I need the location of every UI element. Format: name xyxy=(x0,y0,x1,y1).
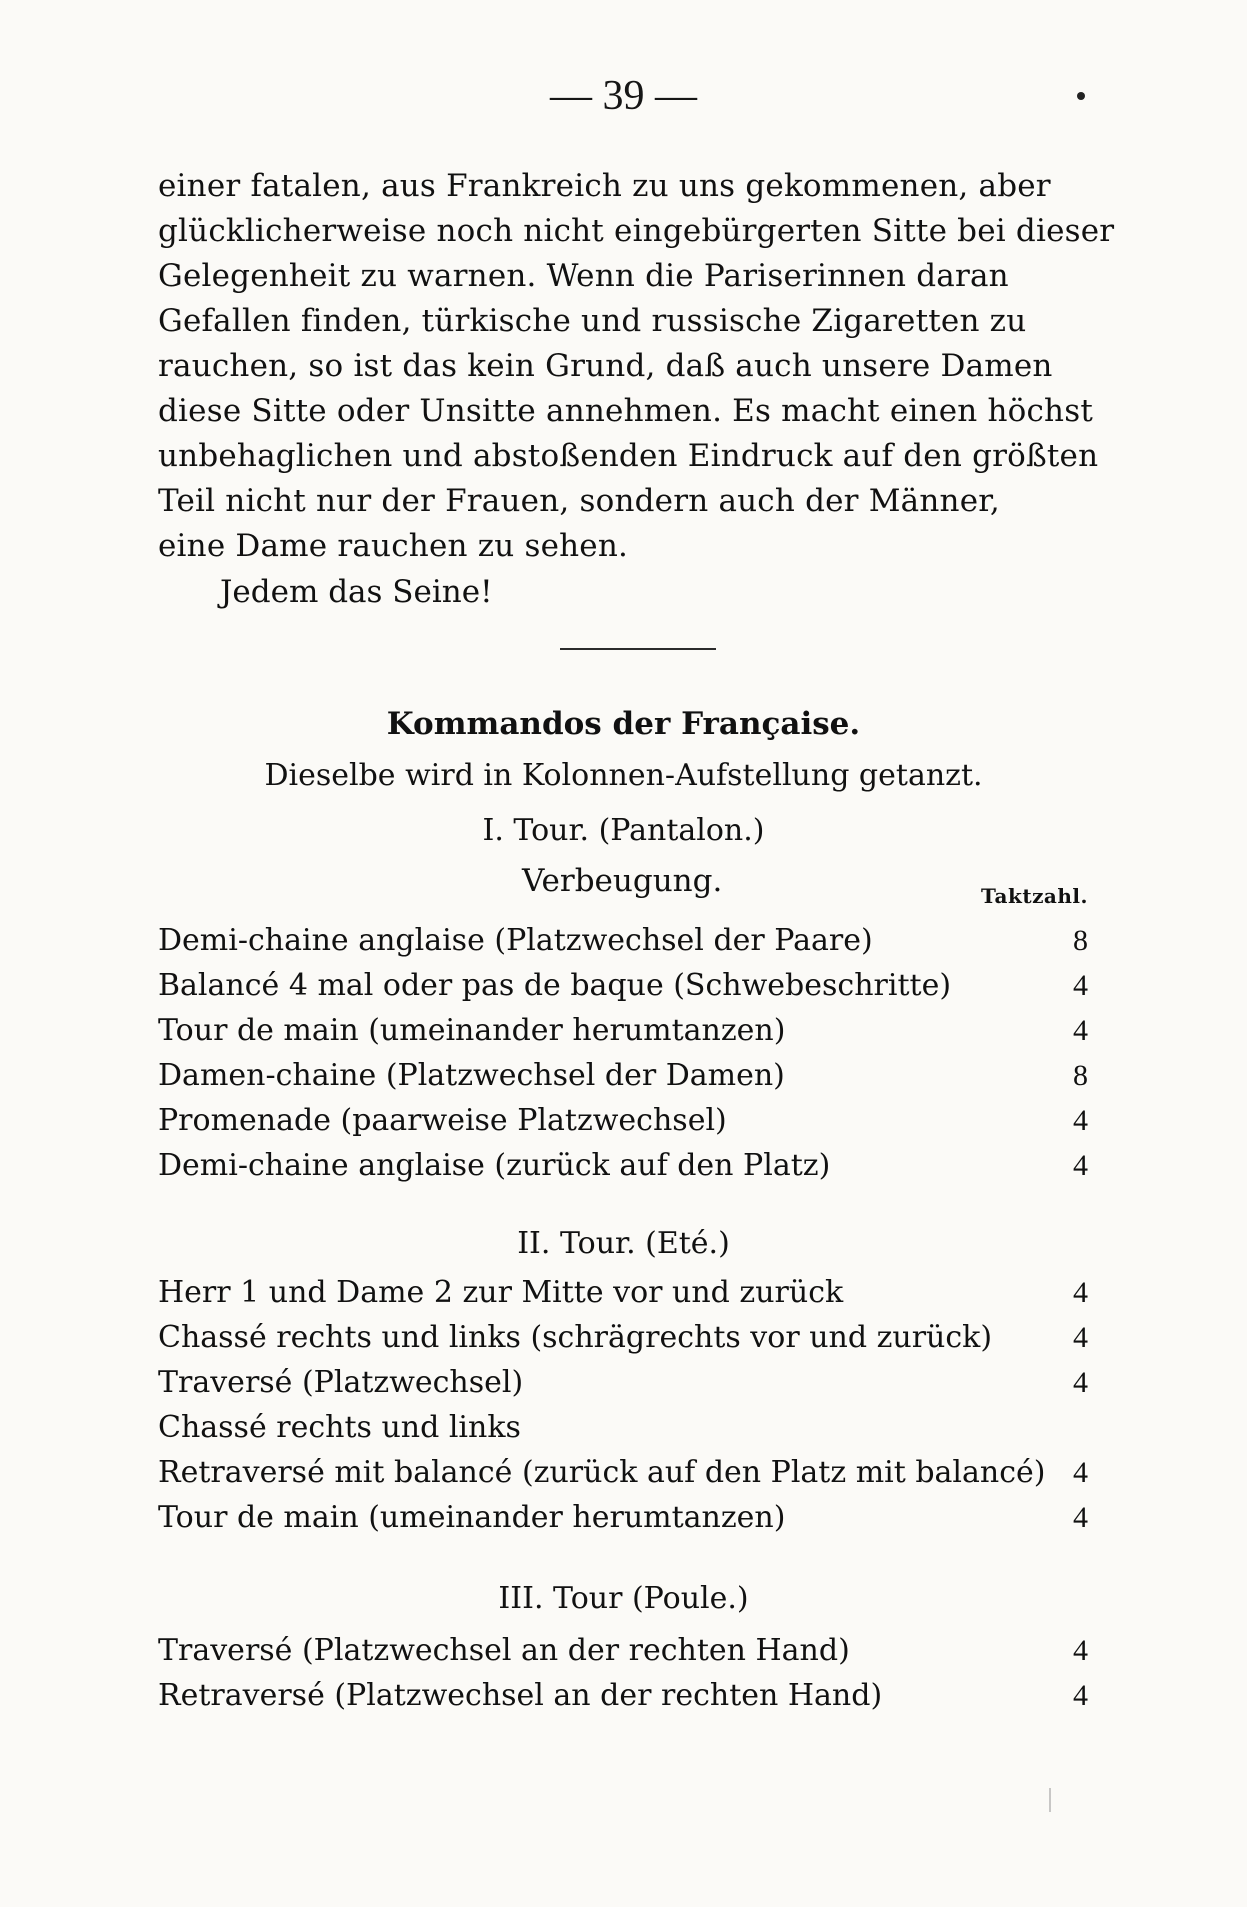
table-row xyxy=(158,1495,1088,1540)
row-label: Balancé 4 mal oder pas de baque (Schwebeschritte) xyxy=(158,968,952,1003)
tour-title-1: I. Tour. (Pantalon.) xyxy=(482,813,765,848)
table-row xyxy=(158,1628,1088,1673)
row-label: Promenade (paarweise Platzwechsel) xyxy=(158,1103,727,1138)
table-row xyxy=(158,1315,1088,1360)
row-label: Chassé rechts und links xyxy=(158,1410,521,1445)
row-count: 4 xyxy=(1073,1366,1088,1399)
tour-title-3: III. Tour (Poule.) xyxy=(498,1581,749,1616)
row-label: Retraversé (Platzwechsel an der rechten Hand) xyxy=(158,1678,883,1713)
prose-line: Gefallen finden, türkische und russische Zigaretten zu xyxy=(158,303,1027,339)
table-row xyxy=(158,1450,1088,1495)
row-label: Damen-chaine (Platzwechsel der Damen) xyxy=(158,1058,785,1093)
row-label: Traversé (Platzwechsel an der rechten Hand) xyxy=(158,1633,850,1668)
corner-mark xyxy=(1077,92,1085,100)
table-row xyxy=(158,1143,1088,1188)
row-label: Herr 1 und Dame 2 zur Mitte vor und zurück xyxy=(158,1275,844,1310)
prose-line: eine Dame rauchen zu sehen. xyxy=(158,528,629,564)
row-count: 8 xyxy=(1073,1059,1088,1092)
prose-line: unbehaglichen und abstoßenden Eindruck auf den größten xyxy=(158,438,1099,474)
row-count: 4 xyxy=(1073,1104,1088,1137)
tour-table-2 xyxy=(158,1270,1088,1540)
row-count: 4 xyxy=(1073,1321,1088,1354)
section-title: Kommandos der Française. xyxy=(386,706,861,742)
page-mark xyxy=(1049,1788,1051,1812)
table-row xyxy=(158,1053,1088,1098)
table-row xyxy=(158,963,1088,1008)
closing-line: Jedem das Seine! xyxy=(220,574,493,610)
row-label: Chassé rechts und links (schrägrechts vor und zurück) xyxy=(158,1320,993,1355)
prose-line: Gelegenheit zu warnen. Wenn die Pariserinnen daran xyxy=(158,258,1009,294)
row-label: Demi-chaine anglaise (Platzwechsel der Paare) xyxy=(158,923,873,958)
table-row xyxy=(158,1405,1088,1450)
row-label: Demi-chaine anglaise (zurück auf den Platz) xyxy=(158,1148,831,1183)
prose-line: diese Sitte oder Unsitte annehmen. Es macht einen höchst xyxy=(158,393,1093,429)
row-count: 4 xyxy=(1073,1679,1088,1712)
section-subtitle: Dieselbe wird in Kolonnen-Aufstellung getanzt. xyxy=(264,758,983,793)
row-count: 4 xyxy=(1073,1634,1088,1667)
row-count: 4 xyxy=(1073,1149,1088,1182)
table-row xyxy=(158,1360,1088,1405)
row-count: 4 xyxy=(1073,969,1088,1002)
prose-line: rauchen, so ist das kein Grund, daß auch unsere Damen xyxy=(158,348,1053,384)
section-divider xyxy=(560,648,716,650)
row-count: 4 xyxy=(1073,1014,1088,1047)
tour-subheading: Verbeugung. xyxy=(522,863,723,899)
count-header: Taktzahl. xyxy=(981,884,1088,908)
tour-title-2: II. Tour. (Eté.) xyxy=(517,1226,730,1261)
prose-block xyxy=(158,164,1115,569)
row-count: 4 xyxy=(1073,1276,1088,1309)
prose-line: glücklicherweise noch nicht eingebürgerten Sitte bei dieser xyxy=(158,213,1115,249)
prose-line: Teil nicht nur der Frauen, sondern auch der Männer, xyxy=(158,483,1000,519)
table-row xyxy=(158,1270,1088,1315)
row-label: Traversé (Platzwechsel) xyxy=(158,1365,524,1400)
prose-line: einer fatalen, aus Frankreich zu uns gekommenen, aber xyxy=(158,168,1051,204)
table-row xyxy=(158,1008,1088,1053)
row-label: Tour de main (umeinander herumtanzen) xyxy=(158,1500,786,1535)
table-row xyxy=(158,1098,1088,1143)
page-number: — 39 — xyxy=(550,73,697,119)
tour-table-3 xyxy=(158,1628,1088,1718)
row-count: 4 xyxy=(1073,1501,1088,1534)
table-row xyxy=(158,1673,1088,1718)
table-row xyxy=(158,918,1088,963)
row-count: 8 xyxy=(1073,924,1088,957)
row-count: 4 xyxy=(1073,1456,1088,1489)
row-label: Tour de main (umeinander herumtanzen) xyxy=(158,1013,786,1048)
tour-table-1 xyxy=(158,918,1088,1188)
row-label: Retraversé mit balancé (zurück auf den Platz mit balancé) xyxy=(158,1455,1046,1490)
